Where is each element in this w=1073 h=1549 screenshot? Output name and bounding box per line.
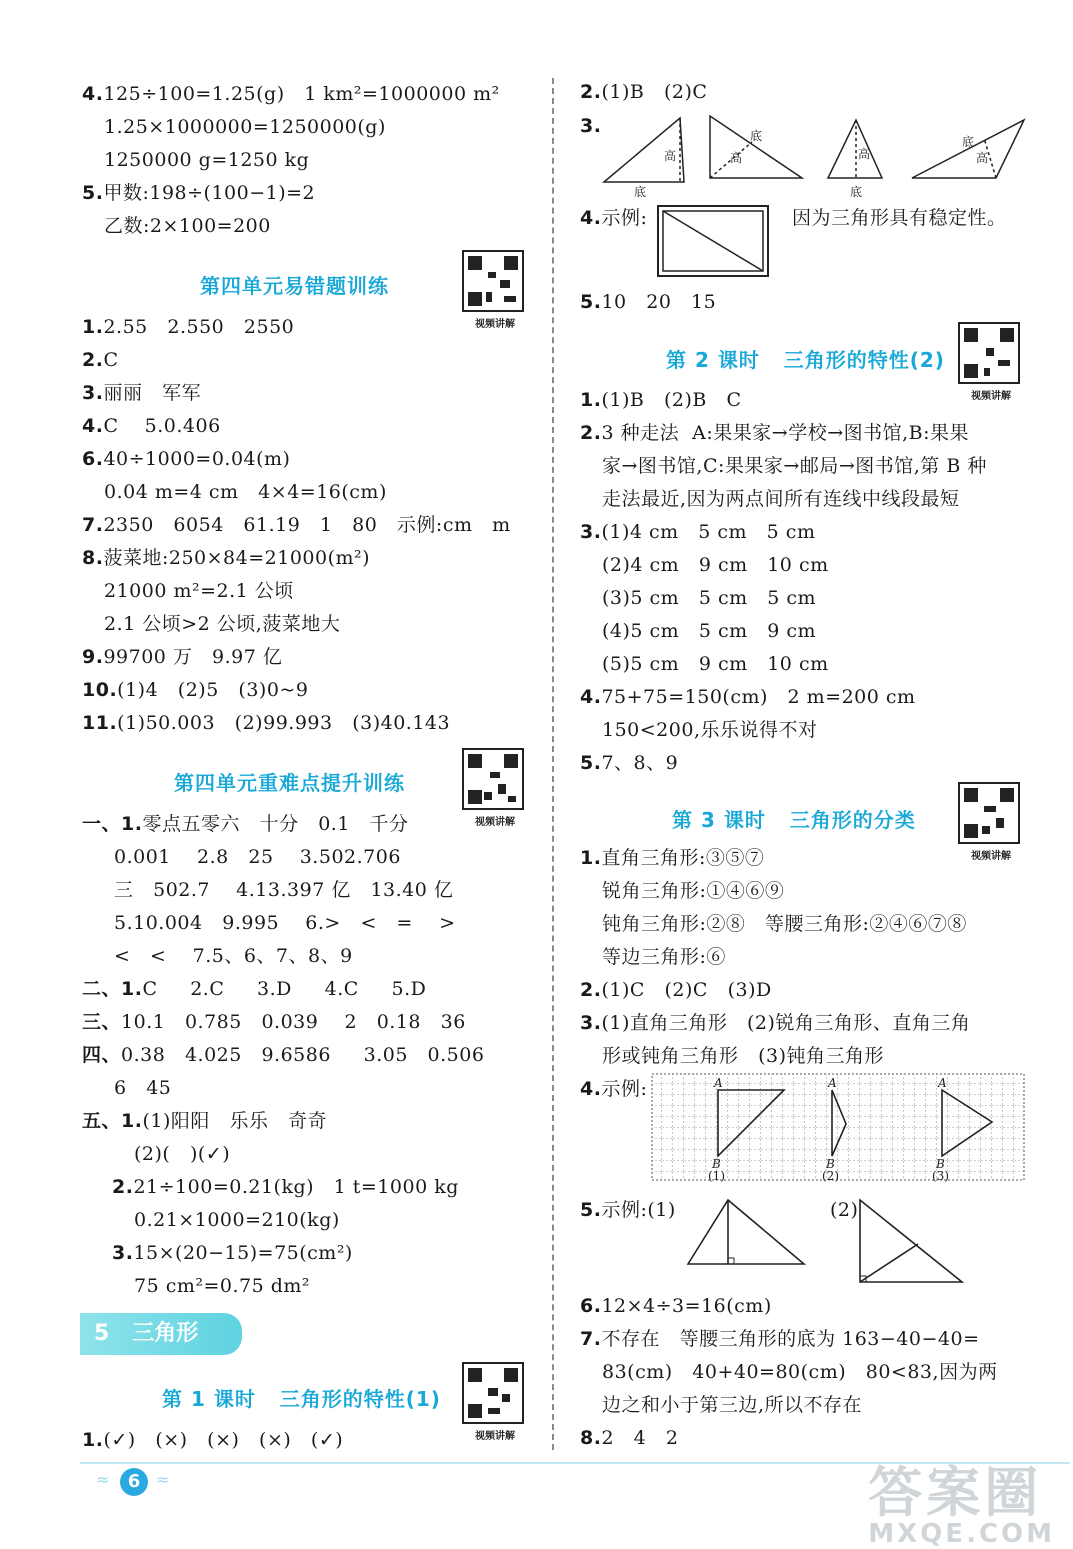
answer-line: 三、10.1 0.785 0.039 2 0.18 36 xyxy=(82,1011,466,1033)
answer-line: 9.99700 万 9.97 亿 xyxy=(82,646,283,668)
watermark: 答案圈 MXQE.COM xyxy=(868,1461,1055,1549)
figure-number: (1) xyxy=(708,1169,725,1183)
section-heading: 第 3 课时 三角形的分类 xyxy=(672,808,916,832)
answer-line: 0.21×1000=210(kg) xyxy=(134,1209,340,1231)
qr-code[interactable]: 视频讲解 xyxy=(462,748,528,828)
triangle-figure xyxy=(912,120,1024,178)
base-label: 底 xyxy=(750,129,763,143)
page-decoration: ≈ xyxy=(156,1470,170,1489)
answer-line: 75 cm²=0.75 dm² xyxy=(134,1275,311,1297)
answer-line: (3)5 cm 5 cm 5 cm xyxy=(602,587,817,609)
answer-line: 2.(1)C (2)C (3)D xyxy=(580,979,772,1001)
answer-line: 三 502.7 4.13.397 亿 13.40 亿 xyxy=(114,879,454,901)
grid-triangle-figure xyxy=(650,1072,1026,1188)
answer-line: 四、0.38 4.025 9.6586 3.05 0.506 xyxy=(82,1044,485,1066)
rectangle-frame-figure xyxy=(656,204,772,280)
figure-number: (3) xyxy=(932,1169,949,1183)
answer-line: 2.3 种走法 A:果果家→学校→图书馆,B:果果 xyxy=(580,422,970,444)
answer-line: 5.10 20 15 xyxy=(580,291,717,313)
answer-line: 3.丽丽 军军 xyxy=(82,382,202,404)
answer-line: 21000 m²=2.1 公顷 xyxy=(104,580,294,602)
page-number: 6 xyxy=(120,1468,148,1496)
height-label: 高 xyxy=(976,151,989,165)
answer-line: 8.2 4 2 xyxy=(580,1427,679,1449)
height-label: 高 xyxy=(730,151,743,165)
qr-code[interactable]: 视频讲解 xyxy=(462,1362,528,1442)
answer-line: 150<200,乐乐说得不对 xyxy=(602,719,818,741)
vertex-label: A xyxy=(828,1076,837,1090)
answer-line: 1.2.55 2.550 2550 xyxy=(82,316,295,338)
answer-line: 8.菠菜地:250×84=21000(m²) xyxy=(82,547,371,569)
chapter-tag: 5 三角形 xyxy=(80,1313,242,1355)
answer-line: 3.15×(20−15)=75(cm²) xyxy=(112,1242,353,1264)
answer-line: 0.001 2.8 25 3.502.706 xyxy=(114,846,401,868)
answer-line: 1.(1)B (2)B C xyxy=(580,389,742,411)
right-triangle-figure xyxy=(856,1196,966,1286)
answer-line: 2.21÷100=0.21(kg) 1 t=1000 kg xyxy=(112,1176,459,1198)
answer-line: < < 7.5、6、7、8、9 xyxy=(114,945,353,967)
answer-line: 一、1.零点五零六 十分 0.1 千分 xyxy=(82,813,409,835)
answer-line: 0.04 m=4 cm 4×4=16(cm) xyxy=(104,481,387,503)
answer-line: 边之和小于第三边,所以不存在 xyxy=(602,1394,863,1416)
vertex-label: B xyxy=(936,1157,945,1171)
answer-line: 5.10.004 9.995 6.> < = > xyxy=(114,912,456,934)
answer-line: (2) xyxy=(830,1199,859,1221)
section-heading: 第四单元易错题训练 xyxy=(200,274,389,298)
section-heading: 第 2 课时 三角形的特性(2) xyxy=(666,348,945,372)
answer-line: 走法最近,因为两点间所有连线中线段最短 xyxy=(602,488,960,510)
vertex-label: B xyxy=(826,1157,835,1171)
page-decoration: ≈ xyxy=(96,1470,110,1489)
answer-line: 1250000 g=1250 kg xyxy=(104,149,310,171)
answer-line: 3.(1)4 cm 5 cm 5 cm xyxy=(580,521,816,543)
height-label: 高 xyxy=(858,147,871,161)
answer-line: 5.示例:(1) xyxy=(580,1199,676,1221)
answer-line: 等边三角形:⑥ xyxy=(602,946,726,968)
answer-line: 形或钝角三角形 (3)钝角三角形 xyxy=(602,1045,885,1067)
answer-line: (5)5 cm 9 cm 10 cm xyxy=(602,653,829,675)
answer-line: 10.(1)4 (2)5 (3)0~9 xyxy=(82,679,309,701)
column-divider xyxy=(552,78,554,1450)
qr-code[interactable]: 视频讲解 xyxy=(958,782,1024,862)
answer-line: 2.1 公顷>2 公顷,菠菜地大 xyxy=(104,613,341,635)
answer-line: (2)4 cm 9 cm 10 cm xyxy=(602,554,829,576)
answer-line: (4)5 cm 5 cm 9 cm xyxy=(602,620,817,642)
triangle-figure xyxy=(828,120,882,178)
triangle-height-figures xyxy=(600,112,1040,202)
vertex-label: B xyxy=(712,1157,721,1171)
vertex-label: A xyxy=(714,1076,723,1090)
answer-line: 4.125÷100=1.25(g) 1 km²=1000000 m² xyxy=(82,83,500,105)
answer-line: 1.25×1000000=1250000(g) xyxy=(104,116,386,138)
qr-code[interactable]: 视频讲解 xyxy=(958,322,1024,402)
answer-line: 5.7、8、9 xyxy=(580,752,679,774)
base-label: 底 xyxy=(634,185,647,199)
answer-line: 3.(1)直角三角形 (2)锐角三角形、直角三角 xyxy=(580,1012,971,1034)
section-heading: 第四单元重难点提升训练 xyxy=(174,771,405,795)
answer-line: 6.12×4÷3=16(cm) xyxy=(580,1295,772,1317)
answer-line: 6.40÷1000=0.04(m) xyxy=(82,448,291,470)
right-triangle-figure xyxy=(686,1196,806,1268)
answer-line: 83(cm) 40+40=80(cm) 80<83,因为两 xyxy=(602,1361,998,1383)
vertex-label: A xyxy=(938,1076,947,1090)
section-heading: 第 1 课时 三角形的特性(1) xyxy=(162,1387,441,1411)
answer-line: 6 45 xyxy=(114,1077,172,1099)
answer-line: 3. xyxy=(580,115,602,137)
answer-line: 4.75+75=150(cm) 2 m=200 cm xyxy=(580,686,916,708)
answer-line: 2.(1)B (2)C xyxy=(580,81,708,103)
base-label: 底 xyxy=(850,185,863,199)
qr-code[interactable]: 视频讲解 xyxy=(462,250,528,330)
answer-line: (2)( )(✓) xyxy=(134,1143,231,1165)
answer-line: 7.2350 6054 61.19 1 80 示例:cm m xyxy=(82,514,511,536)
answer-line: 4.示例: xyxy=(580,1078,648,1100)
answer-line: 5.甲数:198÷(100−1)=2 xyxy=(82,182,316,204)
triangle-figure xyxy=(710,116,802,178)
answer-line: 因为三角形具有稳定性。 xyxy=(792,207,1007,229)
answer-line: 4.C 5.0.406 xyxy=(82,415,221,437)
answer-line: 1.(✓) (×) (×) (×) (✓) xyxy=(82,1429,344,1451)
answer-line: 2.C xyxy=(82,349,119,371)
answer-line: 4.示例: xyxy=(580,207,648,229)
figure-number: (2) xyxy=(822,1169,839,1183)
answer-line: 7.不存在 等腰三角形的底为 163−40−40= xyxy=(580,1328,980,1350)
answer-line: 五、1.(1)阳阳 乐乐 奇奇 xyxy=(82,1110,328,1132)
base-label: 底 xyxy=(962,135,975,149)
answer-line: 乙数:2×100=200 xyxy=(104,215,271,237)
answer-line: 家→图书馆,C:果果家→邮局→图书馆,第 B 种 xyxy=(602,455,987,477)
answer-line: 1.直角三角形:③⑤⑦ xyxy=(580,847,765,869)
answer-line: 钝角三角形:②⑧ 等腰三角形:②④⑥⑦⑧ xyxy=(602,913,967,935)
height-label: 高 xyxy=(664,149,677,163)
answer-line: 锐角三角形:①④⑥⑨ xyxy=(602,880,785,902)
answer-line: 11.(1)50.003 (2)99.993 (3)40.143 xyxy=(82,712,451,734)
answer-line: 二、1.C 2.C 3.D 4.C 5.D xyxy=(82,978,427,1000)
